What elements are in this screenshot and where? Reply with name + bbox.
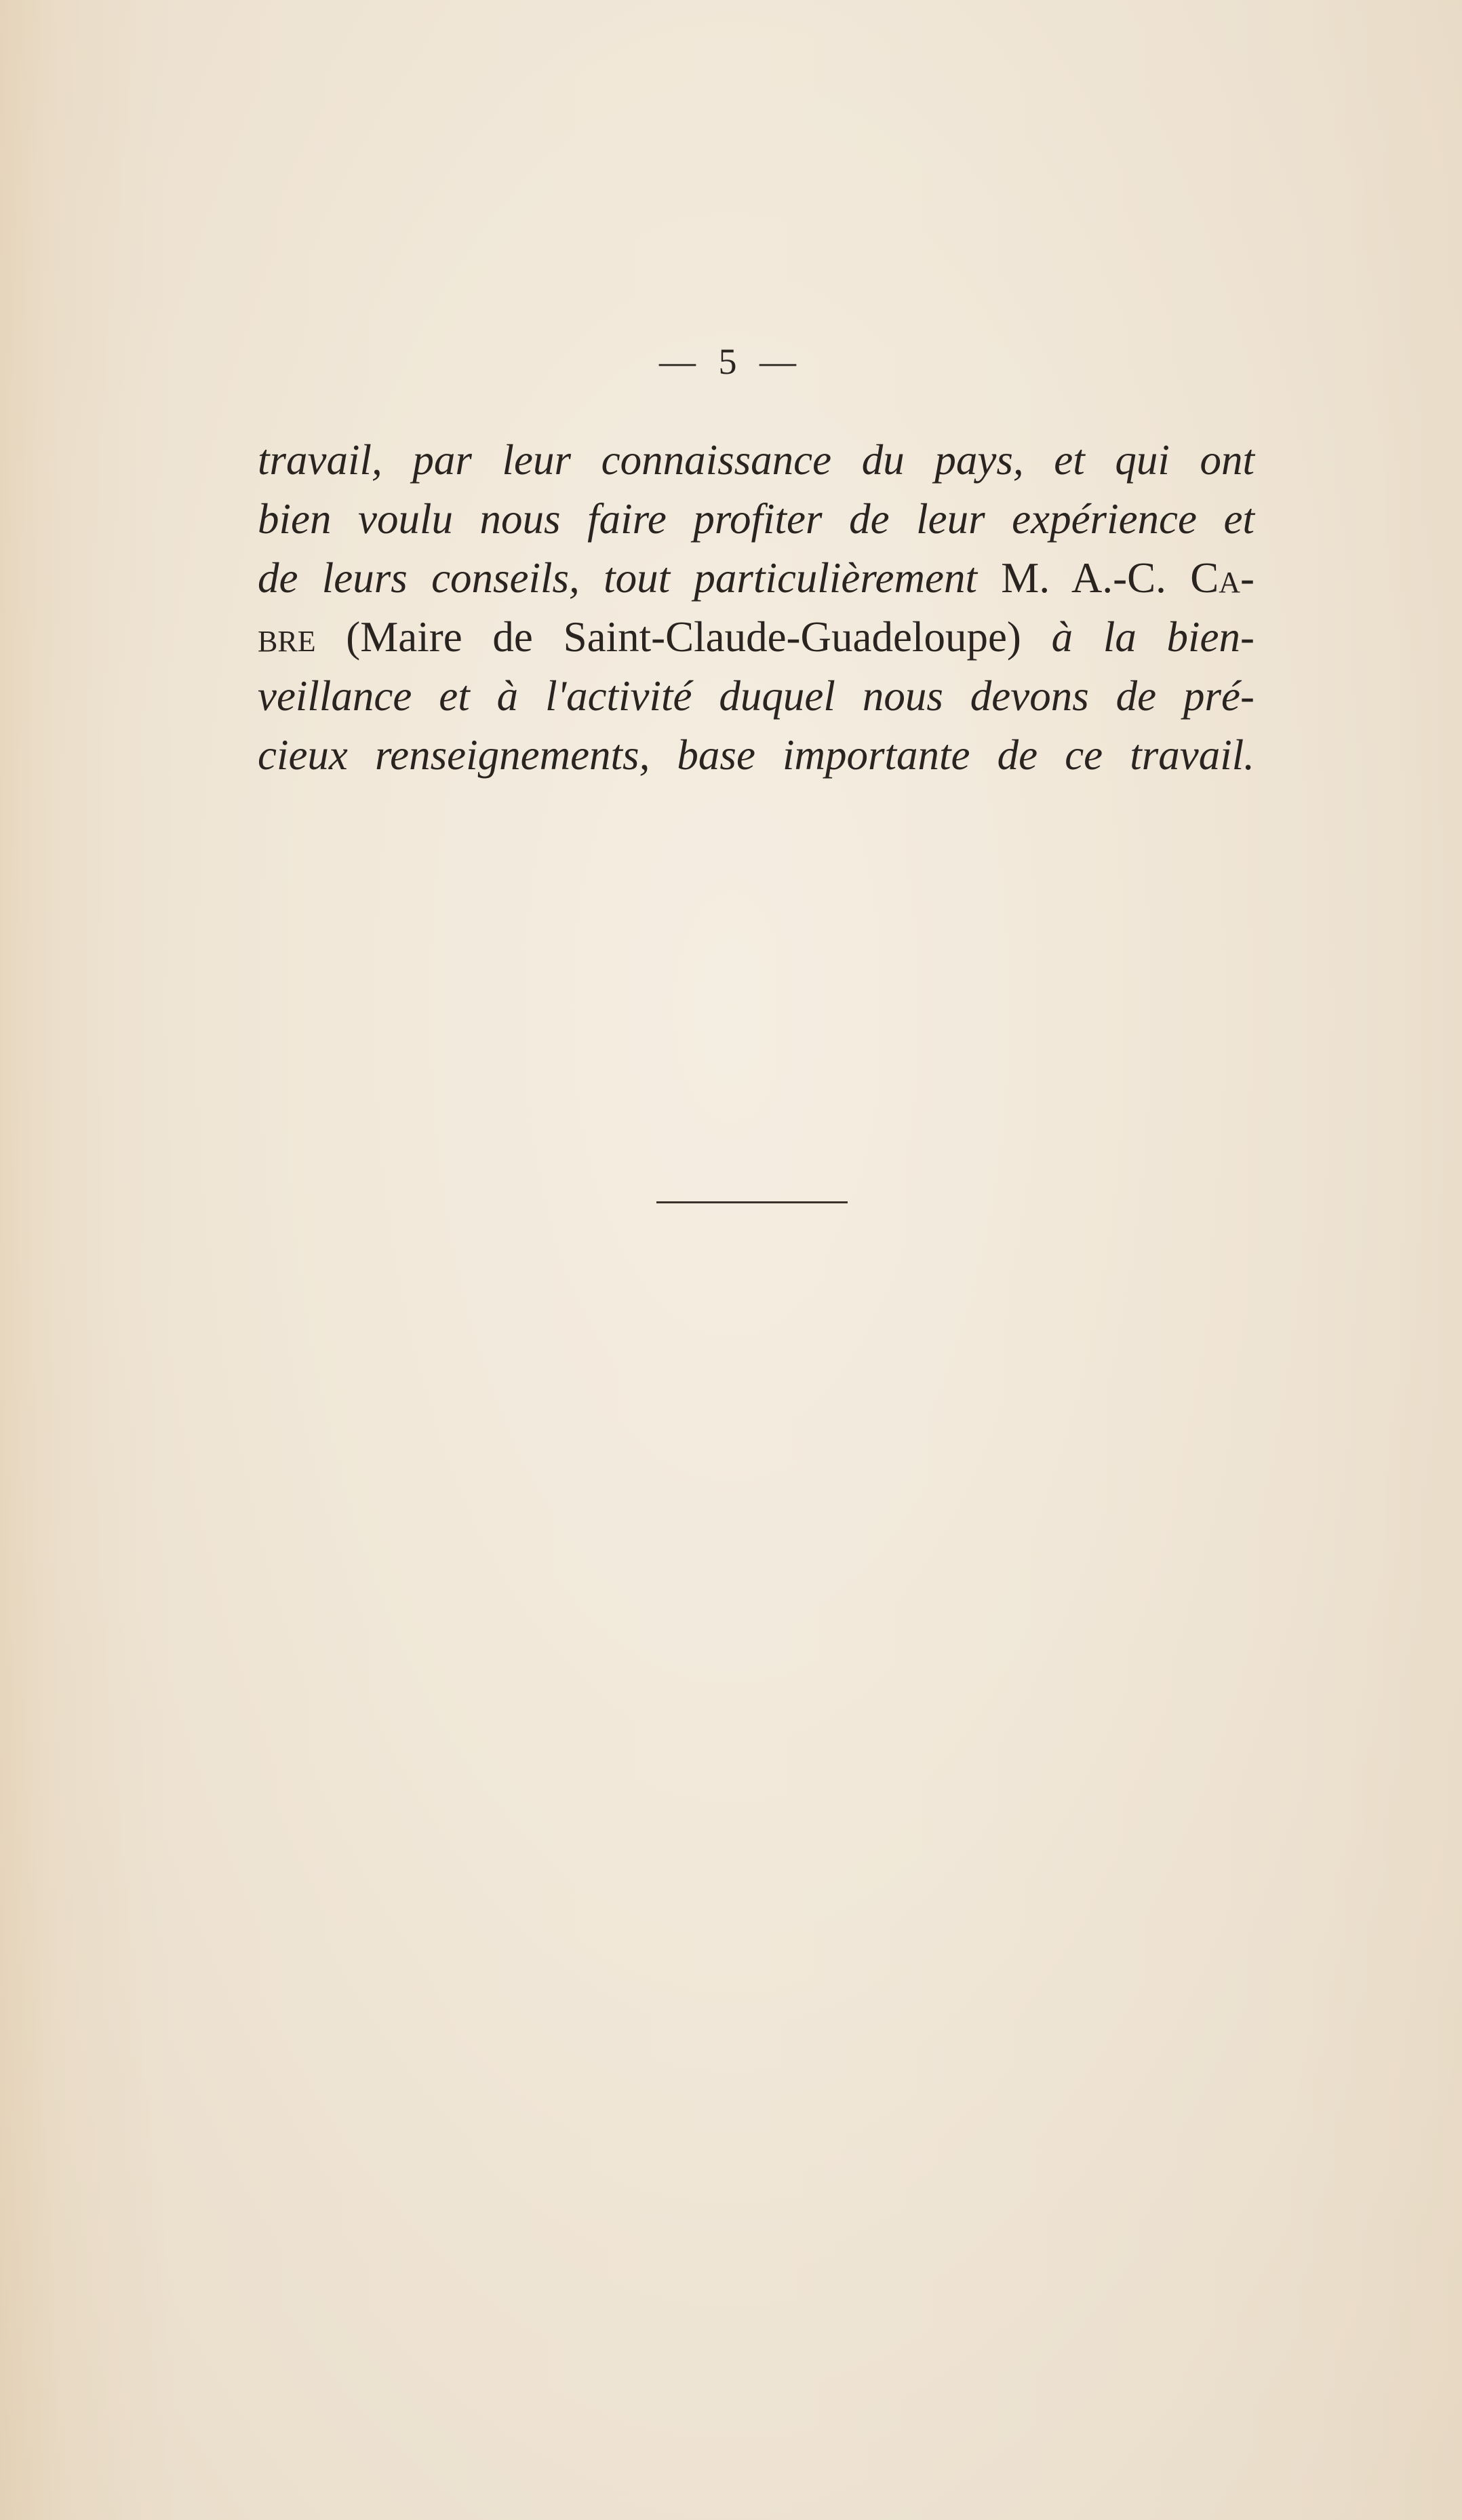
text-run: bre bbox=[258, 613, 316, 661]
text-run: travail, par leur connaissance du pays, et qui ont bbox=[258, 436, 1254, 484]
section-end-rule bbox=[656, 1201, 848, 1203]
text-run: (Maire de Saint-Claude-Guadeloupe) bbox=[315, 613, 1052, 661]
text-line bbox=[258, 549, 1254, 608]
text-line bbox=[258, 431, 1254, 490]
text-run: veillance et à l'activité duquel nous devons de pré- bbox=[258, 672, 1254, 720]
text-run: à la bien- bbox=[1051, 613, 1254, 661]
text-line bbox=[258, 667, 1254, 726]
text-run: Ca- bbox=[1190, 554, 1254, 602]
body-paragraph bbox=[258, 431, 1254, 785]
text-run: de leurs conseils, tout particulièrement bbox=[258, 554, 1002, 602]
text-run: cieux renseignements, base importante de ce travail. bbox=[258, 731, 1254, 779]
text-line bbox=[258, 490, 1254, 549]
text-line bbox=[258, 608, 1254, 667]
page-number: — 5 — bbox=[659, 341, 803, 382]
text-run: M. A.-C. bbox=[1001, 554, 1191, 602]
text-line bbox=[258, 726, 1254, 785]
text-run: bien voulu nous faire profiter de leur expérience et bbox=[258, 495, 1254, 543]
